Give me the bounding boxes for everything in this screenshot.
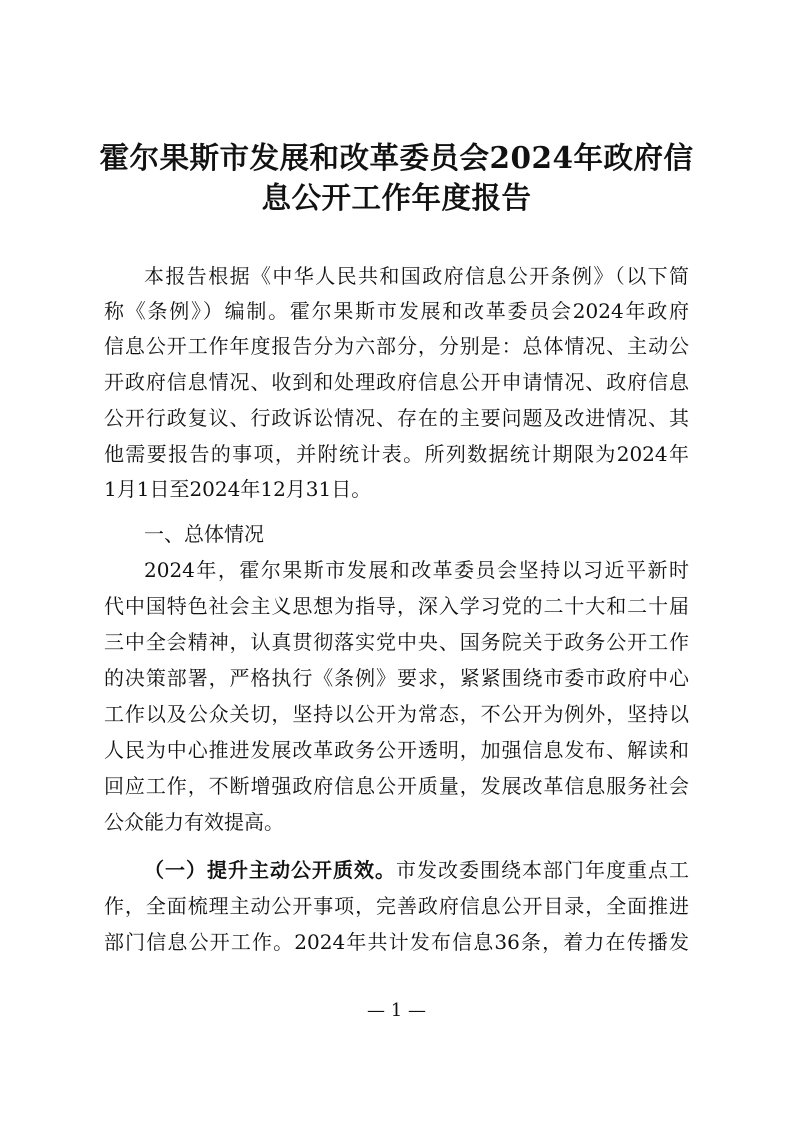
section-line: 的决策部署，严格执行《条例》要求，紧紧围绕市委市政府中心 (104, 666, 689, 690)
report-title-line-2: 息公开工作年度报告 (261, 180, 532, 215)
intro-line: 1月1日至2024年12月31日。 (104, 477, 372, 501)
section-line: 三中全会精神，认真贯彻落实党中央、国务院关于政务公开工作 (104, 630, 689, 654)
intro-line: 信息公开工作年度报告分为六部分，分别是：总体情况、主动公 (104, 334, 689, 358)
intro-line: 他需要报告的事项，并附统计表。所列数据统计期限为2024年 (104, 442, 689, 466)
section-line: 代中国特色社会主义思想为指导，深入学习党的二十大和二十届 (104, 594, 689, 618)
intro-line: 称《条例》）编制。霍尔果斯市发展和改革委员会2024年政府 (104, 299, 689, 323)
subsection-line: 作，全面梳理主动公开事项，完善政府信息公开目录，全面推进 (104, 894, 689, 918)
section-line: 2024年，霍尔果斯市发展和改革委员会坚持以习近平新时 (144, 558, 689, 582)
section-line: 回应工作，不断增强政府信息公开质量，发展改革信息服务社会 (104, 774, 689, 798)
intro-line: 本报告根据《中华人民共和国政府信息公开条例》（以下简 (144, 264, 689, 288)
subsection-title: 提升主动公开质效。 (207, 858, 396, 882)
subsection-label: （一） (144, 858, 207, 882)
intro-line: 开政府信息情况、收到和处理政府信息公开申请情况、政府信息 (104, 370, 689, 394)
page-number: — 1 — (367, 1000, 426, 1021)
subsection-text: 市发改委围绕本部门年度重点工 (396, 858, 689, 882)
subsection-first-line (144, 856, 689, 884)
section-line: 工作以及公众关切，坚持以公开为常态，不公开为例外，坚持以 (104, 702, 689, 726)
report-title-line-1: 霍尔果斯市发展和改革委员会2024年政府信 (99, 140, 694, 175)
subsection-line: 部门信息公开工作。2024年共计发布信息36条，着力在传播发 (104, 930, 689, 954)
intro-line: 公开行政复议、行政诉讼情况、存在的主要问题及改进情况、其 (104, 406, 689, 430)
section-line: 人民为中心推进发展改革政务公开透明，加强信息发布、解读和 (104, 738, 689, 762)
section-heading: 一、总体情况 (144, 522, 264, 546)
section-line: 公众能力有效提高。 (104, 810, 284, 834)
